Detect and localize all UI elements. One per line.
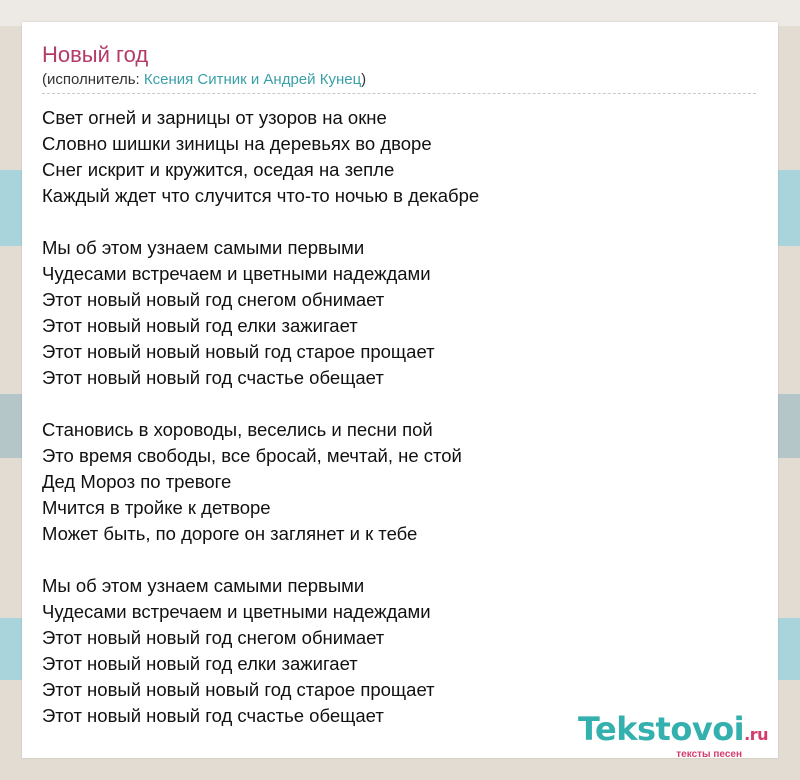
song-artist-line (42, 71, 366, 88)
lyric-line: Может быть, по дороге он заглянет и к тебе (42, 523, 418, 544)
lyric-line: Словно шишки зиницы на деревьях во дворе (42, 133, 432, 154)
lyric-line: Этот новый новый год елки зажигает (42, 653, 358, 674)
logo-wordmark (578, 712, 768, 752)
dashed-divider (42, 93, 756, 94)
stanza-gap (42, 391, 479, 417)
lyric-line: Мчится в тройке к детворе (42, 497, 271, 518)
lyric-line: Каждый ждет что случится что-то ночью в декабре (42, 185, 480, 206)
lyric-line: Мы об этом узнаем самыми первыми (42, 237, 365, 258)
lyric-line: Чудесами встречаем и цветными надеждами (42, 263, 431, 284)
lyric-line: Становись в хороводы, веселись и песни пой (42, 419, 433, 440)
lyric-line: Дед Мороз по тревоге (42, 471, 232, 492)
artist-link[interactable]: Ксения Ситник и Андрей Кунец (143, 71, 362, 88)
lyric-line: Это время свободы, все бросай, мечтай, не стой (42, 445, 462, 466)
lyric-line: Этот новый новый год снегом обнимает (42, 289, 385, 310)
lyrics-text (42, 105, 479, 729)
lyric-line: Свет огней и зарницы от узоров на окне (42, 107, 387, 128)
lyric-line: Этот новый новый новый год старое прощает (42, 679, 435, 700)
lyric-line: Этот новый новый год счастье обещает (42, 367, 384, 388)
logo-name: Tekstovoi (577, 710, 745, 748)
lyric-line: Снег искрит и кружится, оседая на зепле (42, 159, 395, 180)
logo-tld: .ru (744, 725, 768, 744)
logo-tagline: тексты песен (676, 749, 742, 760)
artist-prefix: (исполнитель: (42, 71, 144, 88)
lyric-line: Чудесами встречаем и цветными надеждами (42, 601, 431, 622)
lyric-line: Мы об этом узнаем самыми первыми (42, 575, 365, 596)
lyrics-card (22, 22, 778, 758)
song-title: Новый год (42, 42, 149, 67)
lyric-line: Этот новый новый год счастье обещает (42, 705, 384, 726)
stanza-gap (42, 547, 479, 573)
site-logo[interactable] (578, 712, 768, 760)
lyric-line: Этот новый новый год снегом обнимает (42, 627, 385, 648)
lyric-line: Этот новый новый год елки зажигает (42, 315, 358, 336)
artist-suffix: ) (361, 71, 367, 88)
stanza-gap (42, 209, 479, 235)
lyric-line: Этот новый новый новый год старое прощает (42, 341, 435, 362)
